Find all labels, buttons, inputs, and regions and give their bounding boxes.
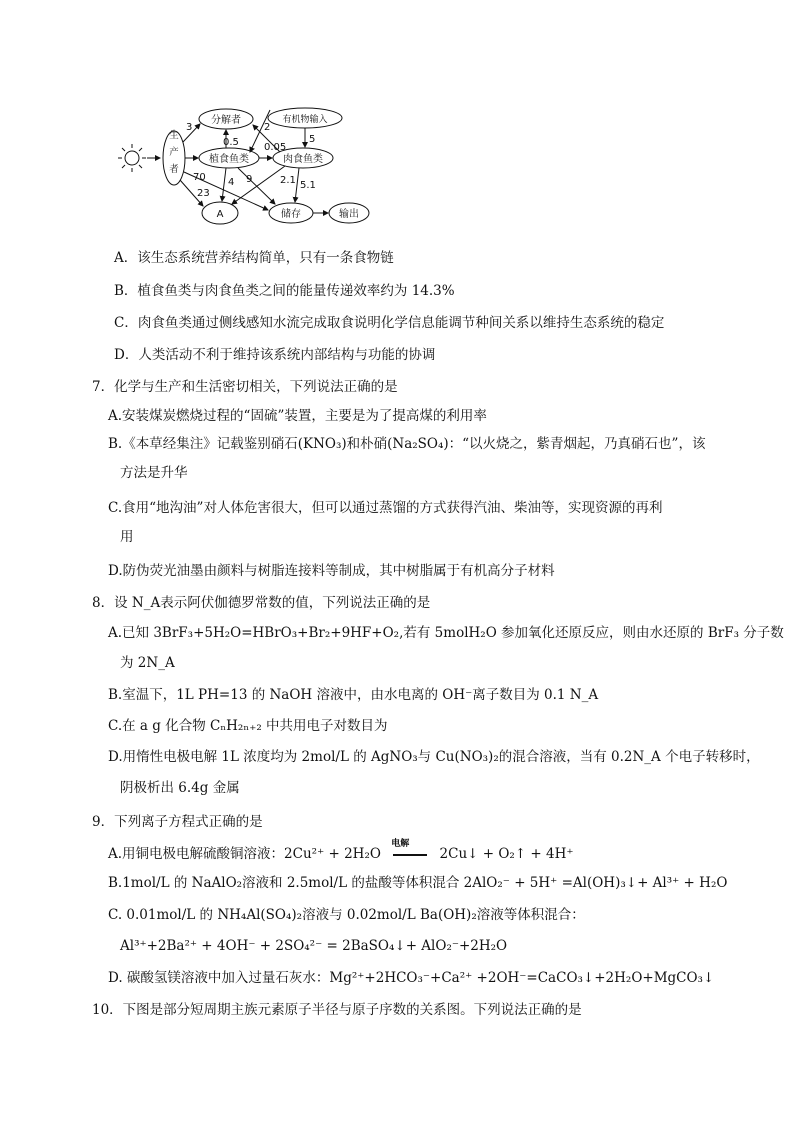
flow-label-5: 5 xyxy=(309,134,316,145)
q7-option-d: D.防伪荧光油墨由颜料与树脂连接料等制成，其中树脂属于有机高分子材料 xyxy=(108,563,555,579)
q8-option-b: B.室温下，1L PH=13 的 NaOH 溶液中，由水电离的 OH⁻离子数目为 0.1 N_A xyxy=(108,687,599,703)
q9-option-d: D. 碳酸氢镁溶液中加入过量石灰水：Mg²⁺+2HCO₃⁻+Ca²⁺ +2OH⁻=CaCO₃↓+2H₂O+MgCO₃↓ xyxy=(108,970,715,986)
q8-option-a-line2: 为 2N_A xyxy=(120,655,175,671)
q9-option-a-left: A.用铜电极电解硫酸铜溶液：2Cu²⁺ + 2H₂O xyxy=(108,846,381,862)
a-label: A xyxy=(216,209,224,220)
q8-option-c: C.在 a g 化合物 CₙH₂ₙ₊₂ 中共用电子对数目为 xyxy=(108,718,388,734)
q7-option-b-line1: B.《本草经集注》记载鉴别硝石(KNO₃)和朴硝(Na₂SO₄)：“以火烧之，紫青烟起，乃真硝石也”，该 xyxy=(108,436,706,452)
q7-option-b-line2: 方法是升华 xyxy=(120,465,188,481)
q6-option-d: D．人类活动不利于维持该系统内部结构与功能的协调 xyxy=(114,347,436,363)
flow-label-0-05: 0.05 xyxy=(264,142,287,153)
producer-label-1: 生 xyxy=(169,130,179,141)
q7-option-c-line2: 用 xyxy=(120,529,134,545)
q8-option-d-line1: D.用惰性电极电解 1L 浓度均为 2mol/L 的 AgNO₃与 Cu(NO₃)₂的混合溶液，当有 0.2N_A 个电子转移时， xyxy=(108,749,760,765)
flow-label-2: 2 xyxy=(264,122,271,133)
flow-label-70: 70 xyxy=(193,172,206,183)
q9-option-c-line2: Al³⁺+2Ba²⁺ + 4OH⁻ + 2SO₄²⁻ = 2BaSO₄↓+ AlO₂⁻+2H₂O xyxy=(120,938,508,954)
q7-stem: 7．化学与生产和生活密切相关，下列说法正确的是 xyxy=(92,379,398,395)
producer-label-2: 产 xyxy=(169,147,179,158)
flow-label-0-5: 0.5 xyxy=(223,137,239,148)
q8-option-d-line2: 阴极析出 6.4g 金属 xyxy=(120,780,240,796)
output-label: 输出 xyxy=(339,209,359,220)
q8-option-a-line1: A.已知 3BrF₃+5H₂O=HBrO₃+Br₂+9HF+O₂,若有 5molH₂O 参加氧化还原反应，则由水还原的 BrF₃ 分子数 xyxy=(108,625,784,641)
flow-label-4: 4 xyxy=(228,177,235,188)
flow-label-23: 23 xyxy=(197,188,210,199)
q9-option-b: B.1mol/L 的 NaAlO₂溶液和 2.5mol/L 的盐酸等体积混合 2AlO₂⁻ + 5H⁺ =Al(OH)₃↓+ Al³⁺ + H₂O xyxy=(108,875,728,891)
flow-label-3: 3 xyxy=(186,122,193,133)
q10-stem: 10．下图是部分短周期主族元素原子半径与原子序数的关系图。下列说法正确的是 xyxy=(92,1002,582,1018)
flow-label-9: 9 xyxy=(246,174,253,185)
electrolysis-condition xyxy=(385,839,435,864)
q7-option-a: A.安装煤炭燃烧过程的“固硫”装置，主要是为了提高煤的利用率 xyxy=(108,408,487,424)
storage-label: 储存 xyxy=(281,209,301,220)
q6-option-c: C．肉食鱼类通过侧线感知水流完成取食说明化学信息能调节种间关系以维持生态系统的稳定 xyxy=(114,315,665,331)
electrolysis-label: 电解 xyxy=(391,839,410,849)
energy-flow-diagram xyxy=(110,100,370,235)
flow-label-2-1: 2.1 xyxy=(280,175,296,186)
q7-option-c-line1: C.食用“地沟油”对人体危害很大，但可以通过蒸馏的方式获得汽油、柴油等，实现资源的再利 xyxy=(108,500,663,516)
q9-option-c-line1: C. 0.01mol/L 的 NH₄Al(SO₄)₂溶液与 0.02mol/L Ba(OH)₂溶液等体积混合： xyxy=(108,907,585,923)
flow-label-5-1: 5.1 xyxy=(300,180,316,191)
herbivore-fish-label: 植食鱼类 xyxy=(209,154,249,165)
producer-label-3: 者 xyxy=(169,164,179,175)
q9-option-a-right: 2Cu↓ + O₂↑ + 4H⁺ xyxy=(439,846,574,862)
organic-input-label: 有机物输入 xyxy=(282,115,328,125)
carnivore-fish-label: 肉食鱼类 xyxy=(283,154,323,165)
q9-option-a xyxy=(108,839,574,864)
q6-option-b: B．植食鱼类与肉食鱼类之间的能量传递效率约为 14.3% xyxy=(114,283,455,299)
q9-stem: 9．下列离子方程式正确的是 xyxy=(92,814,263,830)
sun-icon xyxy=(125,151,139,165)
q8-stem: 8．设 N_A表示阿伏伽德罗常数的值，下列说法正确的是 xyxy=(92,595,431,611)
decomposer-label: 分解者 xyxy=(211,115,241,126)
q6-option-a: A．该生态系统营养结构简单，只有一条食物链 xyxy=(114,250,394,266)
